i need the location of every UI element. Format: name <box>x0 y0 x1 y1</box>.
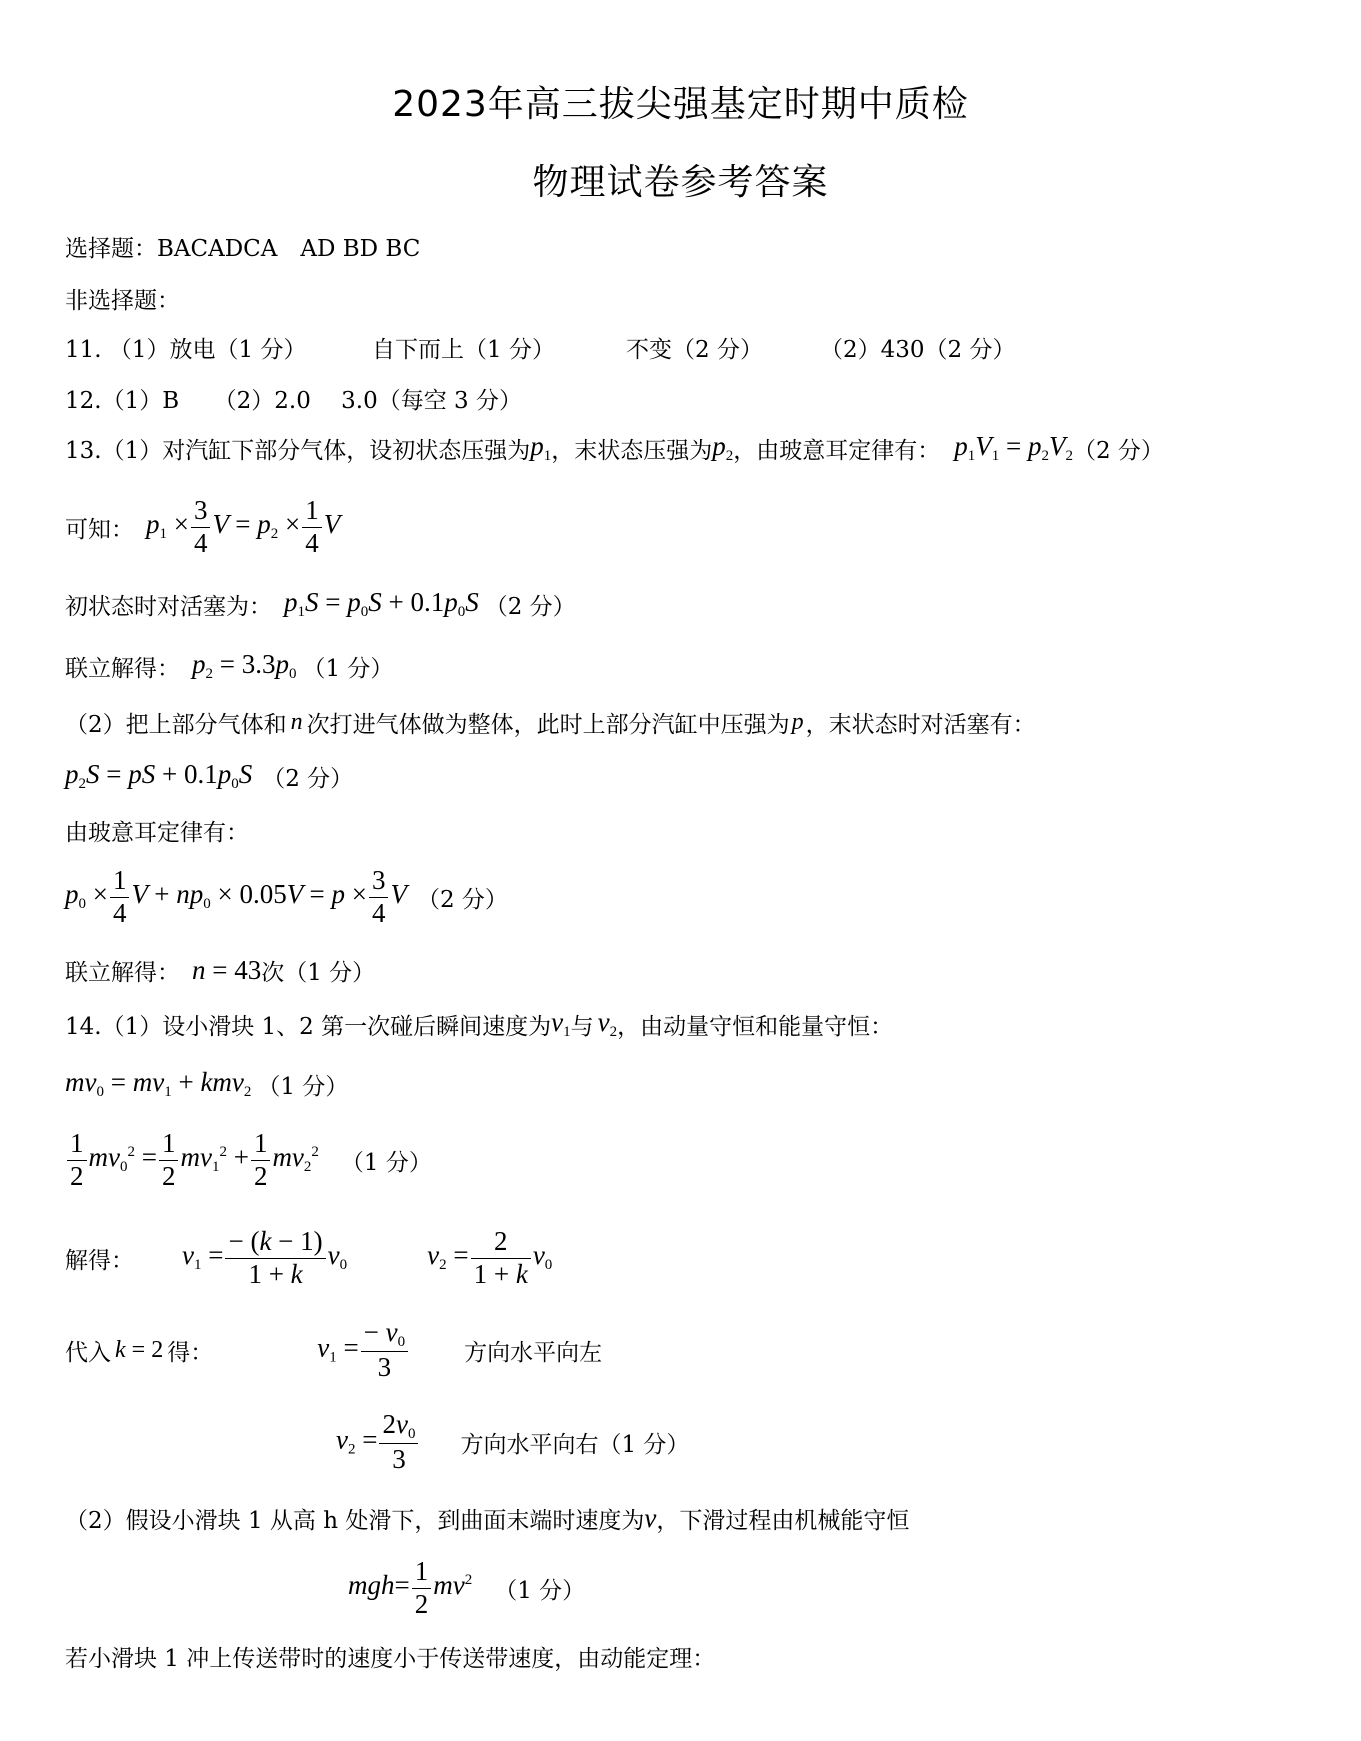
q13-eq-result2: n = 43 <box>192 954 262 985</box>
q13-eq-p2: $p_2$ <box>712 431 734 464</box>
q14-l2-score: （1 分） <box>257 1073 349 1100</box>
q14-l3-score: （1 分） <box>340 1149 432 1176</box>
q13-l2-label: 可知： <box>65 516 134 543</box>
q14-line3 <box>65 1122 432 1198</box>
nonchoice-heading: 非选择题： <box>65 288 180 314</box>
q11-number: 11. <box>65 337 102 363</box>
q14-eq-momentum: $mv_0 = mv_1 + kmv_2$ <box>65 1067 252 1100</box>
q14-line8 <box>348 1550 585 1626</box>
q13-l4-label: 联立解得： <box>65 655 180 682</box>
q13-l9-label: 联立解得： <box>65 959 180 986</box>
q13-eq-boyle: $p_1V_1 = p_2V_2$ <box>954 431 1073 464</box>
q14-eq-energy: $\frac{1}{2}$ $mv_0^2$ = $\frac{1}{2}$ $mv_1^2$ + $\frac{1}{2}$ $mv_2^2$ <box>65 1128 319 1191</box>
q14-var-v: v <box>644 1502 657 1533</box>
q12-line: 12.（1）B （2）2.0 3.0（每空 3 分） <box>65 388 522 414</box>
q13-l1-text-b: ，末状态压强为 <box>551 437 713 464</box>
q13-line1 <box>65 428 1164 468</box>
q14-line1 <box>65 1004 893 1044</box>
q14-l7-text-a: （2）假设小滑块 1 从高 h 处滑下，到曲面末端时速度为 <box>65 1507 645 1534</box>
q14-l4-label: 解得： <box>65 1247 134 1274</box>
q13-l1-text-c: ，由玻意耳定律有： <box>733 437 941 464</box>
q11-part3: 不变（2 分） <box>626 337 763 363</box>
q13-eq-piston2: $p_2S$ = pS + $0.1p_0S$ <box>65 759 253 792</box>
q13-l6-score: （2 分） <box>262 765 354 792</box>
choice-answers: 选择题：BACADCA AD BD BC <box>65 236 421 262</box>
q13-l1-text-a: 13.（1）对汽缸下部分气体，设初状态压强为 <box>65 437 531 464</box>
q13-line8 <box>65 862 508 932</box>
q13-l4-score: （1 分） <box>302 655 394 682</box>
q13-l9-unit: 次（1 分） <box>261 959 376 986</box>
q11-line <box>65 331 306 364</box>
q13-l5-text-c: ，末状态时对活塞有： <box>805 711 1036 738</box>
q13-var-p: p <box>791 708 804 735</box>
q13-line5 <box>65 704 1036 740</box>
q14-l5-label-b: 得： <box>167 1339 214 1366</box>
q14-line9: 若小滑块 1 冲上传送带时的速度小于传送带速度，由动能定理： <box>65 1646 716 1672</box>
q14-eq-k: k = 2 <box>115 1336 164 1363</box>
q13-line2 <box>65 492 340 562</box>
q14-eq-mgh: mgh= $\frac{1}{2}$ $mv^2$ <box>348 1556 473 1619</box>
q13-l5-text-a: （2）把上部分气体和 <box>65 711 287 738</box>
q13-l5-text-b: 次打进气体做为整体，此时上部分汽缸中压强为 <box>306 711 790 738</box>
q13-l3-score: （2 分） <box>484 593 576 620</box>
q14-line4 <box>65 1218 552 1298</box>
q13-line7: 由玻意耳定律有： <box>65 820 249 846</box>
q14-line5 <box>65 1312 602 1388</box>
q14-l1-text-c: ，由动量守恒和能量守恒： <box>617 1013 894 1040</box>
q13-line6 <box>65 756 353 796</box>
q14-eq-v2-general: $v_2$ = $\frac{2}{1 + k}$ $v_0$ <box>427 1226 553 1289</box>
q14-l7-text-b: ，下滑过程由机械能守恒 <box>656 1507 910 1534</box>
q13-line3 <box>65 584 576 624</box>
q13-l1-score: （2 分） <box>1072 437 1164 464</box>
q14-l1-text-a: 14.（1）设小滑块 1、2 第一次碰后瞬间速度为 <box>65 1013 552 1040</box>
q13-var-n: n <box>290 708 303 735</box>
q13-line9 <box>65 950 375 990</box>
q14-l1-text-b: 与 <box>570 1013 594 1040</box>
q13-l8-score: （2 分） <box>416 886 508 913</box>
q14-line6 <box>336 1404 689 1480</box>
q11-part1: （1）放电（1 分） <box>108 337 307 363</box>
q14-line2 <box>65 1064 348 1104</box>
q14-l8-score: （1 分） <box>494 1577 586 1604</box>
q13-eq-piston1: $p_1S = p_0S + 0.1p_0S$ <box>284 587 479 620</box>
q14-eq-v1-value: $v_1$ = $\frac{- v_0}{3}$ <box>317 1317 410 1383</box>
q11-part4: （2）430（2 分） <box>820 337 1016 363</box>
page-title: 2023年高三拔尖强基定时期中质检 <box>392 84 969 125</box>
q13-line4 <box>65 646 393 686</box>
q14-line7 <box>65 1498 909 1538</box>
q13-eq-result1: $p_2 = 3.3p_0$ <box>192 649 297 682</box>
q13-l3-label: 初状态时对活塞为： <box>65 593 272 620</box>
q14-var-v2: $v_2$ <box>597 1007 618 1040</box>
q14-l5-label-a: 代入 <box>65 1339 111 1366</box>
q13-eq-volume: $p_1$ × $\frac{3}{4}$ $V = p_2$ × $\frac{1}{4}$ V <box>146 495 341 558</box>
page-subtitle: 物理试卷参考答案 <box>532 162 829 203</box>
q13-eq-p1: $p_1$ <box>530 431 552 464</box>
q11-part2: 自下而上（1 分） <box>372 337 555 363</box>
q14-l6-direction: 方向水平向右（1 分） <box>460 1431 690 1458</box>
q14-eq-v2-value: $v_2$ = $\frac{2v_0}{3}$ <box>336 1409 420 1475</box>
q14-l5-direction: 方向水平向左 <box>464 1339 603 1366</box>
q14-eq-v1-general: $v_1$ = $\frac{- (k - 1)}{1 + k}$ $v_0$ <box>182 1226 348 1289</box>
q13-eq-total: $p_0$ × $\frac{1}{4}$ $V + np_0 \times 0.05V = p$ × $\frac{3}{4}$ V <box>65 865 407 928</box>
q14-var-v1: $v_1$ <box>551 1007 571 1040</box>
